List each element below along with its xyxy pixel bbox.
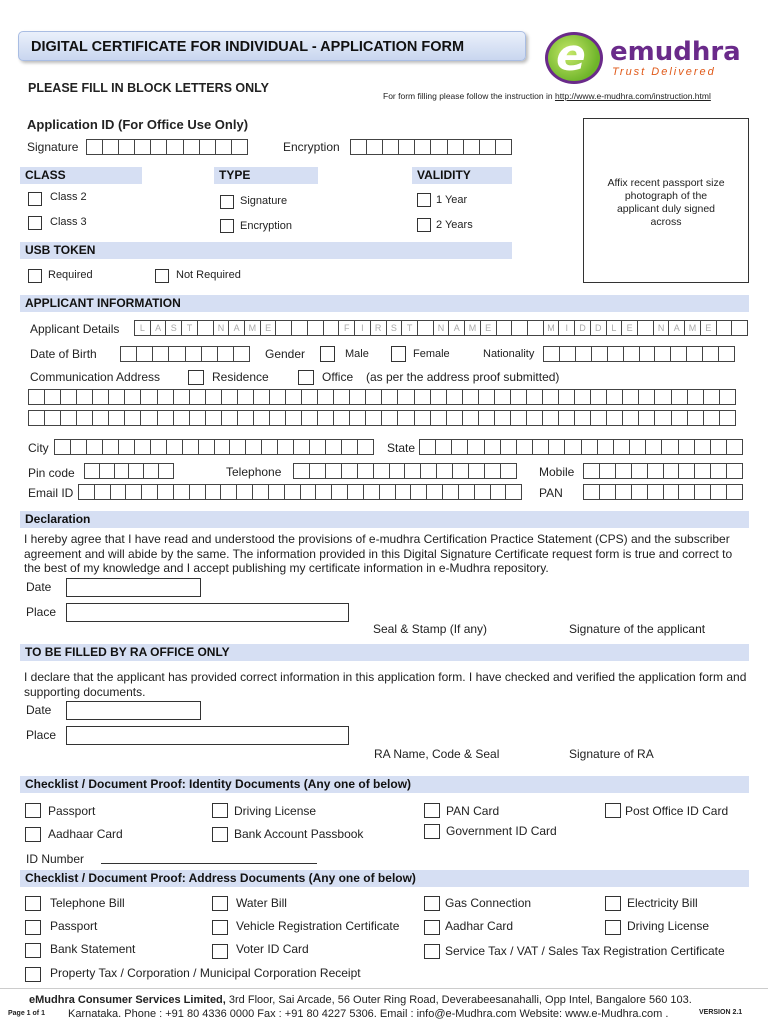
address-docs-header: Checklist / Document Proof: Address Documents (Any one of below) [20, 870, 749, 887]
validity-1-year-checkbox[interactable] [417, 193, 431, 207]
applicant-info-header: APPLICANT INFORMATION [20, 295, 749, 312]
mobile-boxes[interactable] [583, 463, 743, 479]
city-boxes[interactable] [54, 439, 374, 455]
office-signature-label: Signature [27, 140, 79, 154]
identity-bank-passbook-checkbox[interactable] [212, 827, 228, 842]
validity-header: VALIDITY [412, 167, 512, 184]
address-driving-license-label: Driving License [627, 919, 710, 933]
application-id-label: Application ID (For Office Use Only) [27, 117, 249, 132]
office-encryption-boxes[interactable] [350, 139, 512, 155]
photo-instruction: Affix recent passport size photograph of the applicant duly signed across [607, 177, 725, 228]
logo-tagline: Trust Delivered [612, 66, 716, 78]
footer-company: eMudhra Consumer Services Limited, [29, 994, 226, 1006]
validity-2-years-checkbox[interactable] [417, 218, 431, 232]
mobile-label: Mobile [539, 465, 575, 479]
ra-signature-label: Signature of RA [569, 747, 654, 761]
id-number-label: ID Number [26, 852, 85, 866]
footer-address-line-1 [29, 994, 692, 1006]
block-letters-note: PLEASE FILL IN BLOCK LETTERS ONLY [28, 81, 269, 95]
ra-place-label: Place [26, 728, 57, 742]
declaration-date-label: Date [26, 580, 52, 594]
instruction-prefix: For form filling please follow the instruction in [383, 91, 555, 101]
type-encryption-label: Encryption [240, 220, 292, 232]
office-address-checkbox[interactable] [298, 370, 314, 385]
class-header: CLASS [20, 167, 142, 184]
telephone-boxes[interactable] [293, 463, 517, 479]
residence-checkbox[interactable] [188, 370, 204, 385]
usb-token-header: USB TOKEN [20, 242, 512, 259]
instruction-link[interactable]: http://www.e-mudhra.com/instruction.html [554, 91, 711, 101]
footer-address-line-2: Karnataka. Phone : +91 80 4336 0000 Fax : +91 80 4227 5306. Email : info@e-Mudhra.com Website: www.e-Mudhra.com . [68, 1008, 669, 1020]
office-address-label: Office [322, 370, 354, 384]
identity-post-office-id-label: Post Office ID Card [625, 804, 729, 818]
pin-code-label: Pin code [28, 466, 75, 480]
type-signature-checkbox[interactable] [220, 195, 234, 209]
seal-stamp-label: Seal & Stamp (If any) [373, 622, 488, 636]
gender-female-checkbox[interactable] [391, 346, 406, 362]
class-2-label: Class 2 [50, 191, 87, 203]
identity-driving-license-label: Driving License [234, 804, 317, 818]
declaration-place-label: Place [26, 605, 57, 619]
address-service-tax-checkbox[interactable] [424, 944, 440, 959]
address-passport-label: Passport [50, 919, 98, 933]
photo-box [583, 118, 749, 283]
address-driving-license-checkbox[interactable] [605, 920, 621, 935]
dob-boxes[interactable] [120, 346, 250, 362]
id-number-field[interactable] [101, 862, 317, 864]
declaration-header: Declaration [20, 511, 749, 528]
nationality-boxes[interactable] [543, 346, 735, 362]
declaration-text: I hereby agree that I have read and understood the provisions of e-mudhra Certification Practice Statement (CPS) and the subscriber agreement and will abide by the same. The information provided in this Digital Signature Certificate request form is true and correct to the best of my knowledge and I accept publishing my certificate information in e-Mudhra repository. [24, 532, 733, 575]
identity-post-office-id-checkbox[interactable] [605, 803, 621, 818]
email-boxes[interactable] [78, 484, 522, 500]
pin-code-boxes[interactable] [84, 463, 174, 479]
pan-label: PAN [539, 486, 563, 500]
address-bank-statement-label: Bank Statement [50, 942, 136, 956]
address-voter-id-label: Voter ID Card [236, 942, 309, 956]
address-electricity-bill-label: Electricity Bill [627, 896, 698, 910]
address-telephone-bill-checkbox[interactable] [25, 896, 41, 911]
form-title: DIGITAL CERTIFICATE FOR INDIVIDUAL - APPLICATION FORM [18, 31, 526, 61]
type-signature-label: Signature [240, 195, 288, 207]
identity-docs-header: Checklist / Document Proof: Identity Documents (Any one of below) [20, 776, 749, 793]
usb-not-required-checkbox[interactable] [155, 269, 169, 283]
class-2-checkbox[interactable] [28, 192, 42, 206]
identity-government-id-label: Government ID Card [446, 824, 557, 838]
communication-address-label: Communication Address [30, 370, 161, 384]
office-encryption-label: Encryption [283, 140, 340, 154]
address-telephone-bill-label: Telephone Bill [50, 896, 125, 910]
applicant-details-label: Applicant Details [30, 322, 120, 336]
applicant-name-boxes[interactable]: L A S T N A M E F I R S T N A M E M I D D L E N A M E [134, 320, 748, 336]
ra-date-label: Date [26, 703, 52, 717]
telephone-label: Telephone [226, 465, 282, 479]
footer-version: VERSION 2.1 [699, 1009, 743, 1016]
gender-male-checkbox[interactable] [320, 346, 335, 362]
address-vehicle-registration-label: Vehicle Registration Certificate [236, 919, 400, 933]
instruction-note [383, 91, 711, 101]
usb-not-required-label: Not Required [176, 269, 241, 281]
address-aadhar-card-checkbox[interactable] [424, 920, 440, 935]
address-gas-connection-checkbox[interactable] [424, 896, 440, 911]
address-bank-statement-checkbox[interactable] [25, 943, 41, 958]
usb-required-checkbox[interactable] [28, 269, 42, 283]
type-encryption-checkbox[interactable] [220, 219, 234, 233]
identity-bank-passbook-label: Bank Account Passbook [234, 827, 364, 841]
logo-word: emudhra [610, 37, 741, 67]
address-water-bill-label: Water Bill [236, 896, 287, 910]
identity-government-id-checkbox[interactable] [424, 824, 440, 839]
declaration-place-field[interactable] [66, 603, 349, 622]
class-3-checkbox[interactable] [28, 216, 42, 230]
address-property-tax-checkbox[interactable] [25, 967, 41, 982]
ra-place-field[interactable] [66, 726, 349, 745]
office-signature-boxes[interactable] [86, 139, 248, 155]
footer-page-number: Page 1 of 1 [8, 1010, 45, 1017]
ra-name-code-seal-label: RA Name, Code & Seal [374, 747, 500, 761]
address-electricity-bill-checkbox[interactable] [605, 896, 621, 911]
address-vehicle-registration-checkbox[interactable] [212, 920, 228, 935]
state-label: State [387, 441, 416, 455]
usb-required-label: Required [48, 269, 93, 281]
gender-female-label: Female [413, 348, 450, 360]
address-aadhar-card-label: Aadhar Card [445, 919, 514, 933]
footer-address-1: 3rd Floor, Sai Arcade, 56 Outer Ring Road, Deverabeesanahalli, Opp Intel, Bangalore 560 103. [225, 994, 692, 1006]
nationality-label: Nationality [483, 348, 535, 360]
address-property-tax-label: Property Tax / Corporation / Municipal Corporation Receipt [50, 966, 361, 980]
identity-passport-label: Passport [48, 804, 96, 818]
logo-letter: e [556, 30, 586, 81]
declaration-date-field[interactable] [66, 578, 201, 597]
identity-pan-card-checkbox[interactable] [424, 803, 440, 818]
identity-passport-checkbox[interactable] [25, 803, 41, 818]
pan-boxes[interactable] [583, 484, 743, 500]
validity-1-year-label: 1 Year [436, 194, 468, 206]
identity-aadhaar-label: Aadhaar Card [48, 827, 123, 841]
gender-male-label: Male [345, 348, 369, 360]
state-boxes[interactable] [419, 439, 743, 455]
ra-date-field[interactable] [66, 701, 201, 720]
identity-aadhaar-checkbox[interactable] [25, 827, 41, 842]
address-voter-id-checkbox[interactable] [212, 944, 228, 959]
address-gas-connection-label: Gas Connection [445, 896, 532, 910]
class-3-label: Class 3 [50, 216, 87, 228]
validity-2-years-label: 2 Years [436, 219, 473, 231]
address-proof-note: (as per the address proof submitted) [366, 370, 560, 384]
address-passport-checkbox[interactable] [25, 920, 41, 935]
gender-label: Gender [265, 347, 306, 361]
ra-office-header: TO BE FILLED BY RA OFFICE ONLY [20, 644, 749, 661]
residence-label: Residence [212, 370, 269, 384]
email-label: Email ID [28, 486, 74, 500]
city-label: City [28, 441, 49, 455]
type-header: TYPE [214, 167, 318, 184]
address-line-2-boxes[interactable] [28, 410, 736, 428]
identity-pan-card-label: PAN Card [446, 804, 500, 818]
identity-driving-license-checkbox[interactable] [212, 803, 228, 818]
address-water-bill-checkbox[interactable] [212, 896, 228, 911]
ra-declaration-text: I declare that the applicant has provided correct information in this application form. I have checked and verified the application form and supporting documents. [24, 670, 747, 699]
dob-label: Date of Birth [30, 347, 97, 361]
address-line-1-boxes[interactable] [28, 389, 736, 407]
address-service-tax-label: Service Tax / VAT / Sales Tax Registration Certificate [445, 944, 725, 958]
applicant-signature-label: Signature of the applicant [569, 622, 706, 636]
footer-divider [0, 988, 768, 989]
